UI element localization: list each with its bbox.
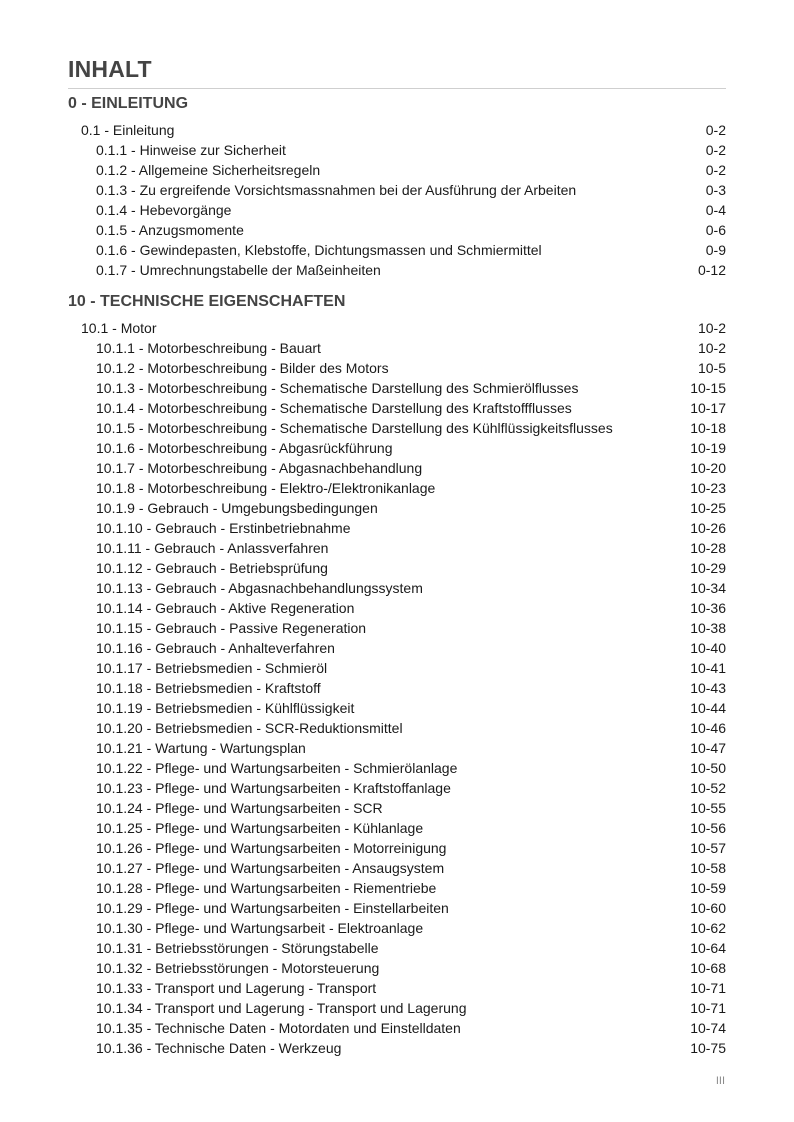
toc-entry-label: 0.1.1 - Hinweise zur Sicherheit [96,142,286,158]
toc-entry[interactable] [0,260,794,280]
toc-entry-page-number: 10-29 [690,560,726,576]
toc-entry-page-number: 10-74 [690,1020,726,1036]
toc-entry-label: 10.1.35 - Technische Daten - Motordaten und Einstelldaten [96,1020,461,1036]
toc-entry[interactable] [0,418,794,438]
toc-entry[interactable] [0,378,794,398]
toc-entry[interactable] [0,678,794,698]
toc-entry[interactable] [0,220,794,240]
toc-entry-label: 10.1.11 - Gebrauch - Anlassverfahren [96,540,329,556]
toc-entry[interactable] [0,398,794,418]
toc-entry-label: 10.1.10 - Gebrauch - Erstinbetriebnahme [96,520,351,536]
toc-entry-page-number: 10-2 [697,320,726,336]
toc-entry-page-number: 10-43 [690,680,726,696]
toc-entry-page-number: 10-46 [690,720,726,736]
toc-entry-page-number: 10-23 [690,480,726,496]
toc-entry[interactable] [0,240,794,260]
toc-entry[interactable] [0,938,794,958]
toc-entry[interactable] [0,978,794,998]
toc-entry[interactable] [0,1018,794,1038]
toc-entry[interactable] [0,818,794,838]
toc-entry[interactable] [0,898,794,918]
toc-entry-page-number: 10-34 [690,580,726,596]
toc-list-technische-eigenschaften [0,318,794,1058]
toc-entry-page-number: 10-2 [697,340,726,356]
toc-entry-page-number: 10-57 [690,840,726,856]
toc-entry-label: 0.1.2 - Allgemeine Sicherheitsregeln [96,162,321,178]
toc-entry-page-number: 10-44 [690,700,726,716]
section-heading-einleitung: 0 - EINLEITUNG [68,95,189,112]
toc-entry-page-number: 10-36 [690,600,726,616]
toc-entry-label: 10.1.3 - Motorbeschreibung - Schematische Darstellung des Schmierölflusses [96,380,579,396]
toc-entry[interactable] [0,738,794,758]
toc-entry-page-number: 0-6 [705,222,726,238]
toc-entry-label: 10.1.20 - Betriebsmedien - SCR-Reduktionsmittel [96,720,403,736]
toc-entry-page-number: 0-2 [705,122,726,138]
toc-entry-label: 0.1 - Einleitung [81,122,175,138]
toc-entry-page-number: 10-5 [697,360,726,376]
toc-entry[interactable] [0,478,794,498]
toc-entry-page-number: 10-60 [690,900,726,916]
toc-entry-label: 10.1.36 - Technische Daten - Werkzeug [96,1040,342,1056]
toc-entry-label: 10.1.5 - Motorbeschreibung - Schematische Darstellung des Kühlflüssigkeitsflusses [96,420,613,436]
toc-entry-page-number: 10-38 [690,620,726,636]
toc-entry[interactable] [0,758,794,778]
toc-entry-label: 10.1.6 - Motorbeschreibung - Abgasrückführung [96,440,393,456]
toc-entry-label: 10.1.14 - Gebrauch - Aktive Regeneration [96,600,355,616]
toc-entry-page-number: 0-3 [705,182,726,198]
toc-entry-page-number: 10-56 [690,820,726,836]
toc-entry[interactable] [0,618,794,638]
toc-entry[interactable] [0,358,794,378]
toc-entry-label: 10.1.8 - Motorbeschreibung - Elektro-/Elektronikanlage [96,480,436,496]
toc-entry[interactable] [0,658,794,678]
toc-entry-page-number: 10-68 [690,960,726,976]
page-folio: III [715,1075,725,1087]
toc-entry[interactable] [0,160,794,180]
toc-entry-page-number: 0-2 [705,162,726,178]
toc-entry-page-number: 10-62 [690,920,726,936]
toc-entry[interactable] [0,918,794,938]
toc-entry[interactable] [0,598,794,618]
toc-entry[interactable] [0,458,794,478]
toc-entry[interactable] [0,958,794,978]
toc-list-einleitung [0,120,794,280]
toc-entry-page-number: 10-59 [690,880,726,896]
toc-entry-page-number: 0-4 [705,202,726,218]
toc-entry-label: 10.1.13 - Gebrauch - Abgasnachbehandlungssystem [96,580,423,596]
toc-entry[interactable] [0,438,794,458]
toc-entry[interactable] [0,558,794,578]
toc-entry-label: 10.1.29 - Pflege- und Wartungsarbeiten - Einstellarbeiten [96,900,449,916]
toc-entry[interactable] [0,120,794,140]
toc-entry-label: 10.1.27 - Pflege- und Wartungsarbeiten - Ansaugsystem [96,860,445,876]
toc-entry-page-number: 10-18 [690,420,726,436]
toc-entry-label: 10.1.18 - Betriebsmedien - Kraftstoff [96,680,321,696]
toc-entry-label: 10.1 - Motor [81,320,157,336]
toc-entry-page-number: 10-71 [690,980,726,996]
toc-entry-page-number: 0-2 [705,142,726,158]
toc-entry[interactable] [0,858,794,878]
toc-entry-label: 10.1.9 - Gebrauch - Umgebungsbedingungen [96,500,378,516]
toc-entry-label: 10.1.12 - Gebrauch - Betriebsprüfung [96,560,328,576]
toc-entry[interactable] [0,718,794,738]
toc-entry-label: 0.1.6 - Gewindepasten, Klebstoffe, Dichtungsmassen und Schmiermittel [96,242,542,258]
toc-entry[interactable] [0,998,794,1018]
toc-entry-label: 10.1.30 - Pflege- und Wartungsarbeit - Elektroanlage [96,920,424,936]
toc-entry-label: 10.1.16 - Gebrauch - Anhalteverfahren [96,640,335,656]
toc-entry[interactable] [0,698,794,718]
toc-entry-label: 10.1.31 - Betriebsstörungen - Störungstabelle [96,940,379,956]
toc-entry-page-number: 10-17 [690,400,726,416]
toc-entry-page-number: 0-12 [697,262,726,278]
toc-entry[interactable] [0,200,794,220]
toc-entry-label: 10.1.28 - Pflege- und Wartungsarbeiten - Riementriebe [96,880,437,896]
toc-entry-label: 0.1.4 - Hebevorgänge [96,202,232,218]
toc-entry-label: 0.1.3 - Zu ergreifende Vorsichtsmassnahmen bei der Ausführung der Arbeiten [96,182,577,198]
toc-entry-page-number: 10-40 [690,640,726,656]
toc-entry-label: 10.1.2 - Motorbeschreibung - Bilder des Motors [96,360,389,376]
toc-entry-page-number: 10-19 [690,440,726,456]
toc-entry-label: 10.1.19 - Betriebsmedien - Kühlflüssigkeit [96,700,355,716]
toc-entry-label: 10.1.33 - Transport und Lagerung - Transport [96,980,377,996]
toc-entry-label: 10.1.34 - Transport und Lagerung - Transport und Lagerung [96,1000,467,1016]
toc-entry-page-number: 10-20 [690,460,726,476]
section-heading-technische-eigenschaften: 10 - TECHNISCHE EIGENSCHAFTEN [68,293,346,310]
toc-entry[interactable] [0,838,794,858]
toc-entry-label: 10.1.17 - Betriebsmedien - Schmieröl [96,660,328,676]
toc-entry[interactable] [0,638,794,658]
toc-entry-page-number: 10-58 [690,860,726,876]
page-title: INHALT [68,56,152,82]
toc-entry-label: 10.1.21 - Wartung - Wartungsplan [96,740,306,756]
toc-entry-label: 10.1.4 - Motorbeschreibung - Schematische Darstellung des Kraftstoffflusses [96,400,572,416]
toc-entry[interactable] [0,180,794,200]
toc-entry[interactable] [0,498,794,518]
toc-entry[interactable] [0,778,794,798]
toc-entry-page-number: 0-9 [705,242,726,258]
toc-entry-label: 10.1.23 - Pflege- und Wartungsarbeiten - Kraftstoffanlage [96,780,451,796]
toc-entry[interactable] [0,798,794,818]
toc-entry[interactable] [0,518,794,538]
toc-entry-label: 10.1.7 - Motorbeschreibung - Abgasnachbehandlung [96,460,423,476]
toc-entry-page-number: 10-71 [690,1000,726,1016]
toc-entry-label: 10.1.32 - Betriebsstörungen - Motorsteuerung [96,960,380,976]
toc-entry-page-number: 10-64 [690,940,726,956]
toc-entry-page-number: 10-28 [690,540,726,556]
toc-entry-page-number: 10-47 [690,740,726,756]
toc-entry[interactable] [0,140,794,160]
toc-entry[interactable] [0,578,794,598]
toc-entry-page-number: 10-50 [690,760,726,776]
toc-entry[interactable] [0,878,794,898]
toc-entry-label: 10.1.26 - Pflege- und Wartungsarbeiten - Motorreinigung [96,840,447,856]
toc-entry-label: 10.1.25 - Pflege- und Wartungsarbeiten - Kühlanlage [96,820,424,836]
toc-entry-page-number: 10-75 [690,1040,726,1056]
title-divider [68,88,726,89]
toc-entry-page-number: 10-26 [690,520,726,536]
toc-entry-page-number: 10-25 [690,500,726,516]
toc-entry[interactable] [0,338,794,358]
toc-entry-label: 10.1.1 - Motorbeschreibung - Bauart [96,340,321,356]
toc-entry-label: 0.1.7 - Umrechnungstabelle der Maßeinheiten [96,262,381,278]
toc-entry-page-number: 10-52 [690,780,726,796]
toc-entry-page-number: 10-15 [690,380,726,396]
toc-entry[interactable] [0,538,794,558]
toc-entry-page-number: 10-55 [690,800,726,816]
toc-entry-label: 0.1.5 - Anzugsmomente [96,222,244,238]
toc-entry[interactable] [0,1038,794,1058]
toc-entry-page-number: 10-41 [690,660,726,676]
toc-entry-label: 10.1.15 - Gebrauch - Passive Regeneration [96,620,367,636]
toc-entry-label: 10.1.22 - Pflege- und Wartungsarbeiten - Schmierölanlage [96,760,458,776]
toc-entry-label: 10.1.24 - Pflege- und Wartungsarbeiten - SCR [96,800,383,816]
toc-entry[interactable] [0,318,794,338]
